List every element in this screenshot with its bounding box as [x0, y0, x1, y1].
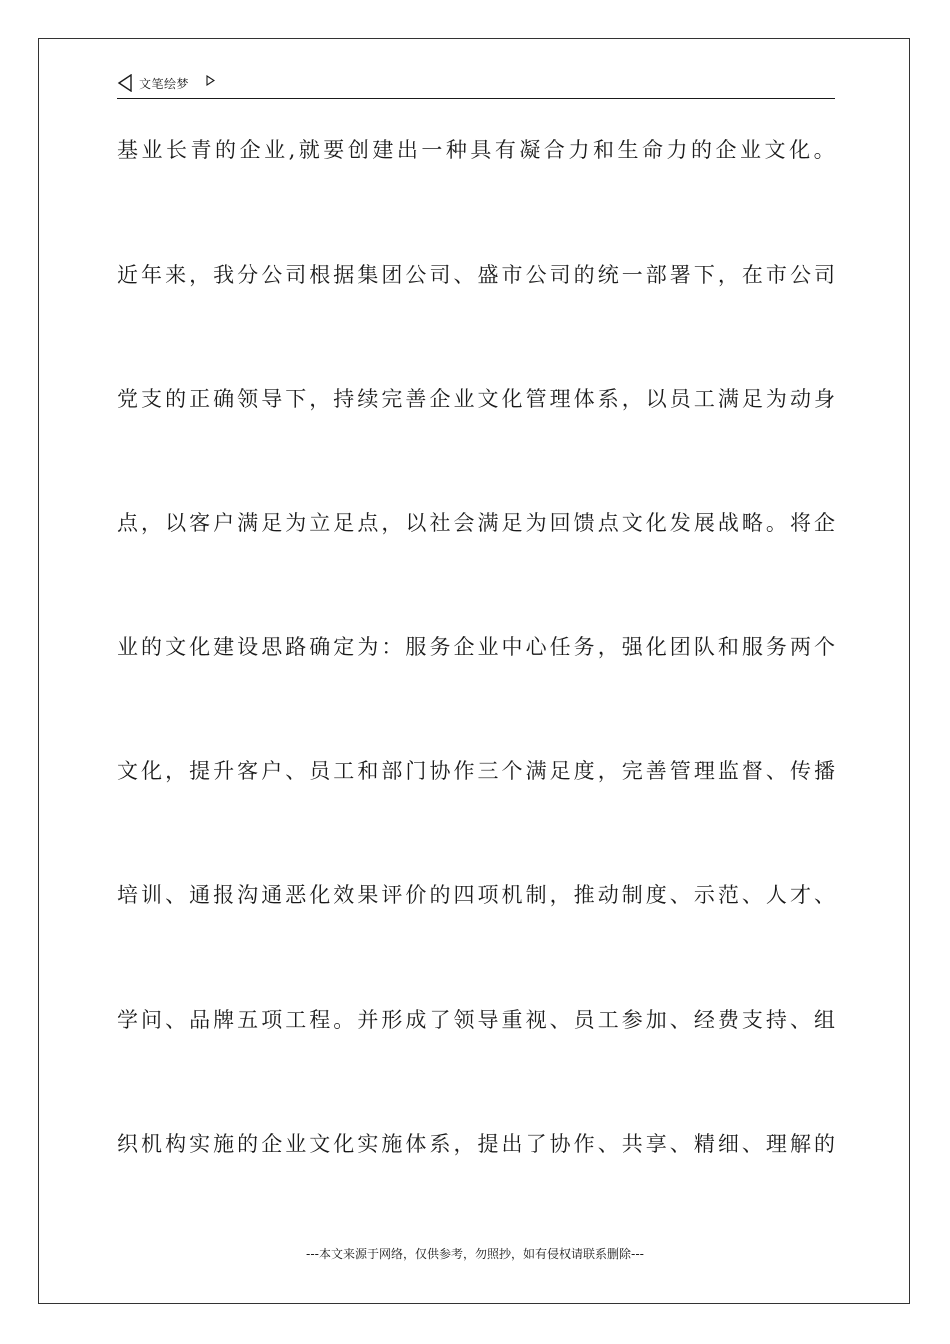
- footer-disclaimer: ---本文来源于网络，仅供参考，勿照抄，如有侵权请联系删除---: [306, 1247, 644, 1261]
- triangle-right-icon: [206, 75, 215, 86]
- paragraph-line: 基业长青的企业,就要创建出一种具有凝合力和生命力的企业文化。: [117, 138, 835, 162]
- paragraph-line: 点，以客户满足为立足点，以社会满足为回馈点文化发展战略。将企: [117, 511, 835, 535]
- page-border: [38, 38, 910, 1304]
- header-title: 文笔绘梦: [139, 77, 190, 91]
- paragraph-line: 业的文化建设思路确定为：服务企业中心任务，强化团队和服务两个: [117, 635, 835, 659]
- paragraph-line: 文化，提升客户、员工和部门协作三个满足度，完善管理监督、传播: [117, 759, 835, 783]
- paragraph-line: 织机构实施的企业文化实施体系，提出了协作、共享、精细、理解的: [117, 1132, 835, 1156]
- paragraph-line: 培训、通报沟通恶化效果评价的四项机制，推动制度、示范、人才、: [117, 883, 835, 907]
- paragraph-line: 近年来，我分公司根据集团公司、盛市公司的统一部署下，在市公司: [117, 263, 835, 287]
- triangle-left-icon: [117, 74, 133, 92]
- paragraph-line: 党支的正确领导下，持续完善企业文化管理体系，以员工满足为动身: [117, 387, 835, 411]
- page-header: [117, 72, 835, 99]
- paragraph-line: 学问、品牌五项工程。并形成了领导重视、员工参加、经费支持、组: [117, 1008, 835, 1032]
